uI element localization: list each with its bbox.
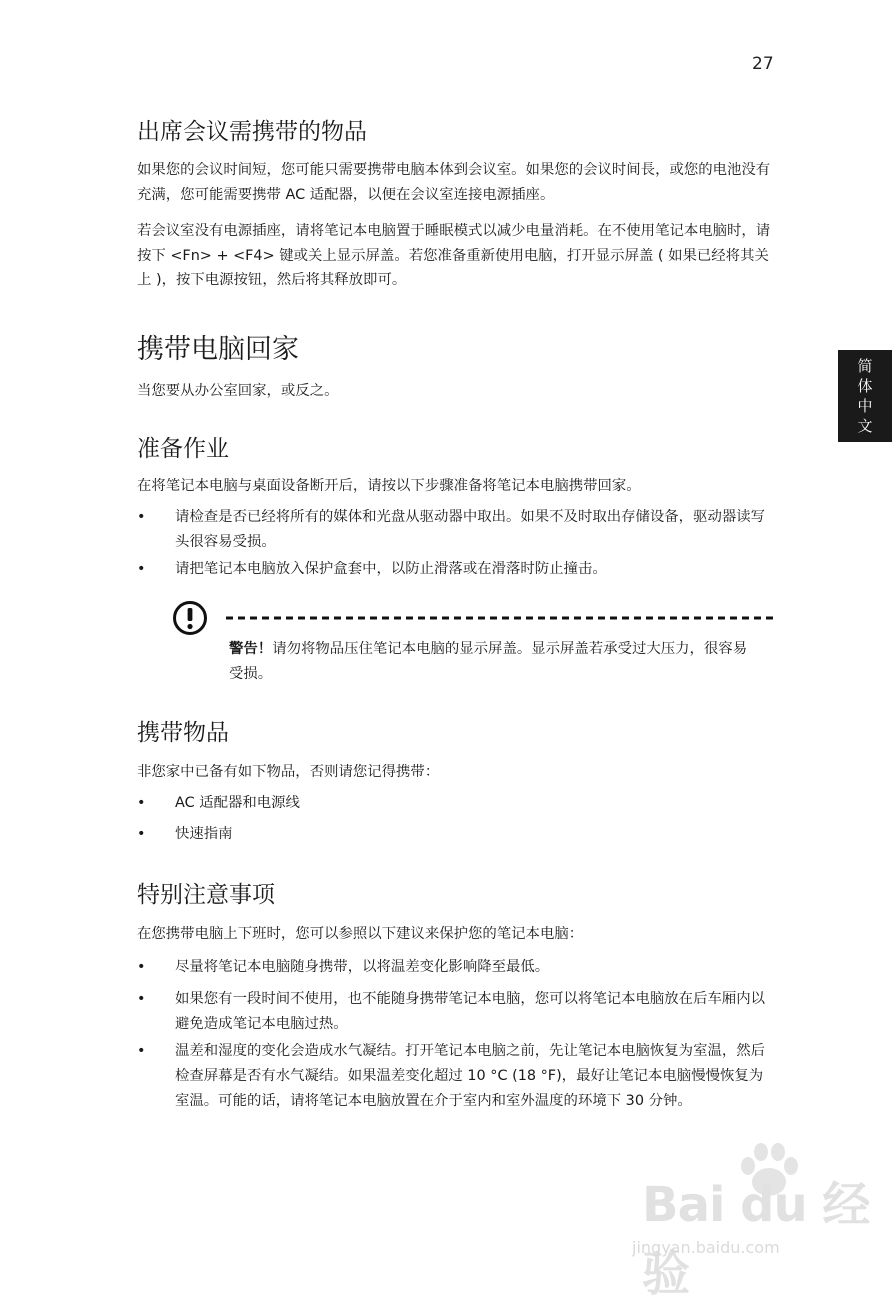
watermark-url: jingyan.baidu.com	[632, 1238, 780, 1257]
warning-text: 请勿将物品压住笔记本电脑的显示屏盖。显示屏盖若承受过大压力，很容易受损。	[229, 641, 748, 682]
bullet-glyph: •	[137, 991, 146, 1007]
watermark-logo: Bai du 经验	[642, 1177, 870, 1302]
warning-label: 警告！	[229, 641, 273, 657]
paragraph: 在将笔记本电脑与桌面设备断开后，请按以下步骤准备将笔记本电脑携带回家。	[137, 478, 641, 494]
bullet-glyph: •	[137, 561, 146, 577]
warning-divider	[226, 616, 774, 620]
section-heading-special-notes: 特别注意事项	[137, 882, 275, 908]
language-tab-char: 简	[857, 357, 873, 375]
paragraph: 若会议室没有电源插座，请将笔记本电脑置于睡眠模式以减少电量消耗。在不使用笔记本电脑时，请按下 <Fn> + <F4> 键或关上显示屏盖。若您准备重新使用电脑，打开显示屏盖 ( 如果已经将其关上 )，按下电源按钮，然后将其释放即可。	[137, 223, 771, 288]
bullet-glyph: •	[137, 1043, 146, 1059]
list-item-text: 快速指南	[175, 826, 233, 842]
list-item-text: 请把笔记本电脑放入保护盒套中，以防止滑落或在滑落时防止撞击。	[175, 561, 607, 577]
bullet-glyph: •	[137, 959, 146, 975]
section-heading-preparation: 准备作业	[137, 436, 229, 462]
language-tab-char: 中	[857, 397, 873, 415]
paragraph: 如果您的会议时间短，您可能只需要携带电脑本体到会议室。如果您的会议时间長，或您的电池没有充满，您可能需要携带 AC 适配器，以便在会议室连接电源插座。	[137, 162, 771, 203]
language-tab-char: 文	[857, 417, 873, 435]
bullet-glyph: •	[137, 826, 146, 842]
section-heading-meeting: 出席会议需携带的物品	[137, 119, 367, 145]
paragraph: 非您家中已备有如下物品，否则请您记得携带：	[137, 764, 440, 780]
list-item-text: AC 适配器和电源线	[175, 795, 300, 811]
warning-callout	[229, 637, 759, 687]
list-item-text: 尽量将笔记本电脑随身携带，以将温差变化影响降至最低。	[175, 959, 550, 975]
section-heading-take-home: 携带电脑回家	[137, 334, 299, 365]
list-item-text: 如果您有一段时间不使用，也不能随身携带笔记本电脑，您可以将笔记本电脑放在后车厢内以避免造成笔记本电脑过热。	[175, 991, 766, 1032]
warning-icon	[172, 600, 208, 636]
language-tab-char: 体	[857, 377, 873, 395]
bullet-glyph: •	[137, 509, 146, 525]
paragraph: 当您要从办公室回家，或反之。	[137, 383, 339, 399]
watermark	[632, 1140, 872, 1302]
section-heading-carry-items: 携带物品	[137, 720, 229, 746]
page-number: 27	[752, 54, 774, 74]
list-item-text: 温差和湿度的变化会造成水气凝结。打开笔记本电脑之前，先让笔记本电脑恢复为室温，然后检查屏幕是否有水气凝结。如果温差变化超过 10 °C (18 °F)，最好让笔记本电脑慢慢恢复为室温。可能的话，请将笔记本电脑放置在介于室内和室外温度的环境下 30 分钟。	[175, 1043, 766, 1109]
bullet-glyph: •	[137, 795, 146, 811]
paragraph: 在您携带电脑上下班时，您可以参照以下建议来保护您的笔记本电脑：	[137, 926, 584, 942]
language-tab	[838, 350, 892, 442]
list-item-text: 请检查是否已经将所有的媒体和光盘从驱动器中取出。如果不及时取出存储设备，驱动器读写头很容易受损。	[175, 509, 766, 550]
